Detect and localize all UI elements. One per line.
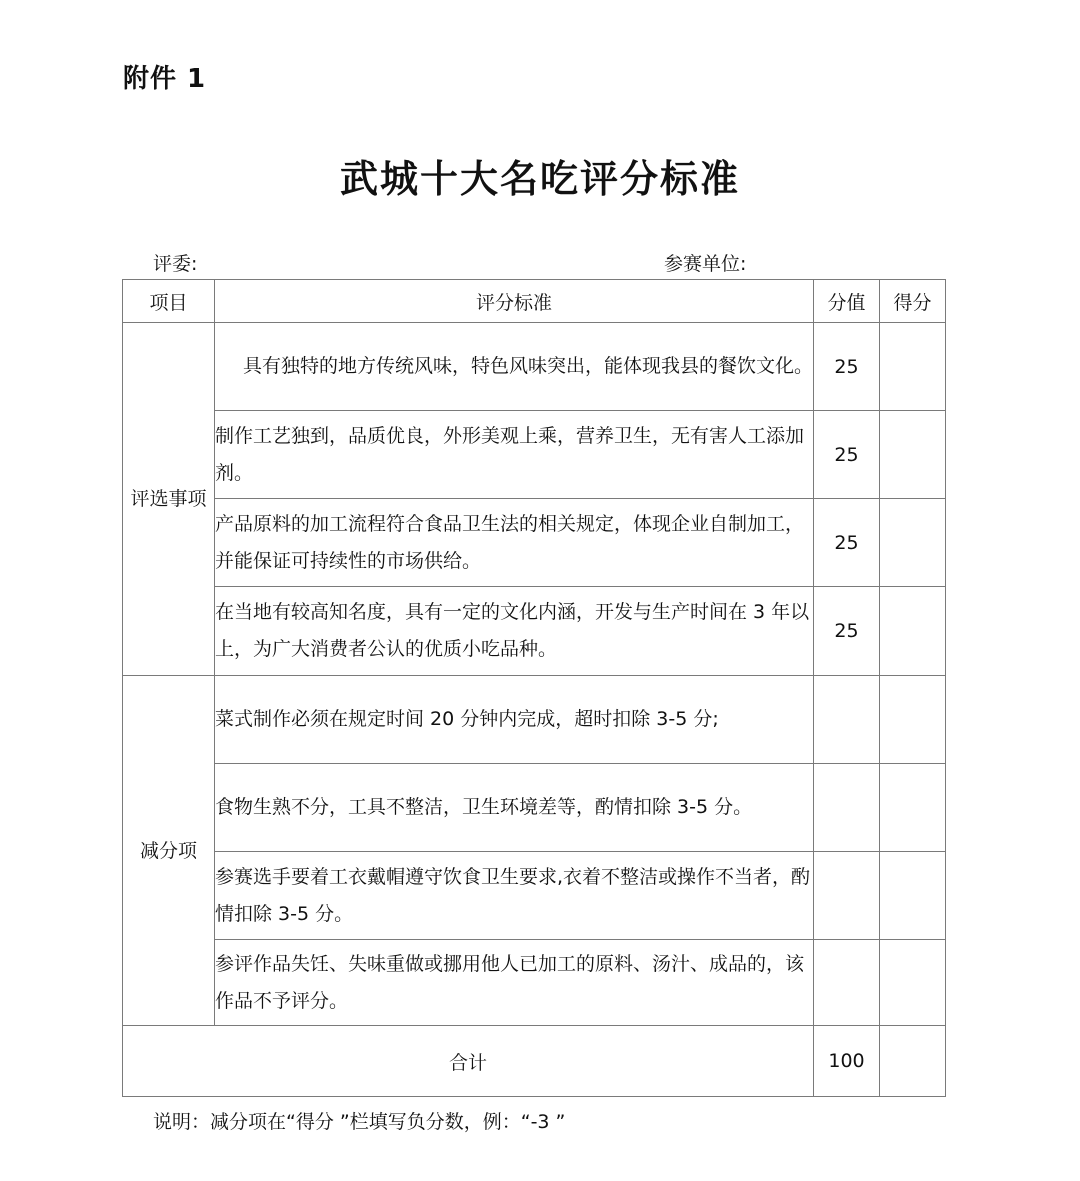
value-cell xyxy=(814,676,880,764)
score-cell[interactable] xyxy=(880,676,946,764)
total-score-cell[interactable] xyxy=(880,1026,946,1097)
scoring-table xyxy=(122,279,946,1097)
category-selection: 评选事项 xyxy=(123,323,215,676)
score-cell[interactable] xyxy=(880,852,946,940)
value-cell: 25 xyxy=(814,499,880,587)
total-value: 100 xyxy=(814,1026,880,1097)
criteria-cell: 参赛选手要着工衣戴帽遵守饮食卫生要求,衣着不整洁或操作不当者，酌情扣除 3-5 分。 xyxy=(215,852,814,940)
table-row xyxy=(123,940,946,1026)
value-cell xyxy=(814,852,880,940)
value-cell xyxy=(814,764,880,852)
criteria-cell: 参评作品失饪、失味重做或挪用他人已加工的原料、汤汁、成品的，该作品不予评分。 xyxy=(215,940,814,1026)
table-row xyxy=(123,323,946,411)
score-cell[interactable] xyxy=(880,499,946,587)
unit-label: 参赛单位: xyxy=(664,253,747,275)
column-header-item: 项目 xyxy=(123,280,215,323)
attachment-label: 附件 1 xyxy=(123,64,207,94)
total-row xyxy=(123,1026,946,1097)
total-label: 合计 xyxy=(123,1026,814,1097)
table-row xyxy=(123,499,946,587)
table-row xyxy=(123,764,946,852)
table-row xyxy=(123,587,946,676)
score-cell[interactable] xyxy=(880,940,946,1026)
criteria-cell: 具有独特的地方传统风味，特色风味突出，能体现我县的餐饮文化。 xyxy=(215,323,814,411)
criteria-cell: 制作工艺独到，品质优良，外形美观上乘，营养卫生，无有害人工添加剂。 xyxy=(215,411,814,499)
table-row xyxy=(123,411,946,499)
value-cell: 25 xyxy=(814,587,880,676)
value-cell xyxy=(814,940,880,1026)
criteria-cell: 产品原料的加工流程符合食品卫生法的相关规定，体现企业自制加工，并能保证可持续性的市场供给。 xyxy=(215,499,814,587)
criteria-cell: 菜式制作必须在规定时间 20 分钟内完成，超时扣除 3-5 分; xyxy=(215,676,814,764)
column-header-criteria: 评分标准 xyxy=(215,280,814,323)
criteria-cell: 在当地有较高知名度，具有一定的文化内涵，开发与生产时间在 3 年以上，为广大消费者公认的优质小吃品种。 xyxy=(215,587,814,676)
score-cell[interactable] xyxy=(880,411,946,499)
table-header-row xyxy=(123,280,946,323)
document-title: 武城十大名吃评分标准 xyxy=(339,157,740,201)
score-cell[interactable] xyxy=(880,587,946,676)
score-cell[interactable] xyxy=(880,764,946,852)
value-cell: 25 xyxy=(814,323,880,411)
table-row xyxy=(123,852,946,940)
footnote: 说明：减分项在“得分 ”栏填写负分数，例：“-3 ” xyxy=(153,1111,566,1133)
category-deduction: 减分项 xyxy=(123,676,215,1026)
column-header-score: 得分 xyxy=(880,280,946,323)
criteria-cell: 食物生熟不分，工具不整洁，卫生环境差等，酌情扣除 3-5 分。 xyxy=(215,764,814,852)
table-row xyxy=(123,676,946,764)
value-cell: 25 xyxy=(814,411,880,499)
column-header-value: 分值 xyxy=(814,280,880,323)
score-cell[interactable] xyxy=(880,323,946,411)
judge-label: 评委: xyxy=(153,253,198,275)
